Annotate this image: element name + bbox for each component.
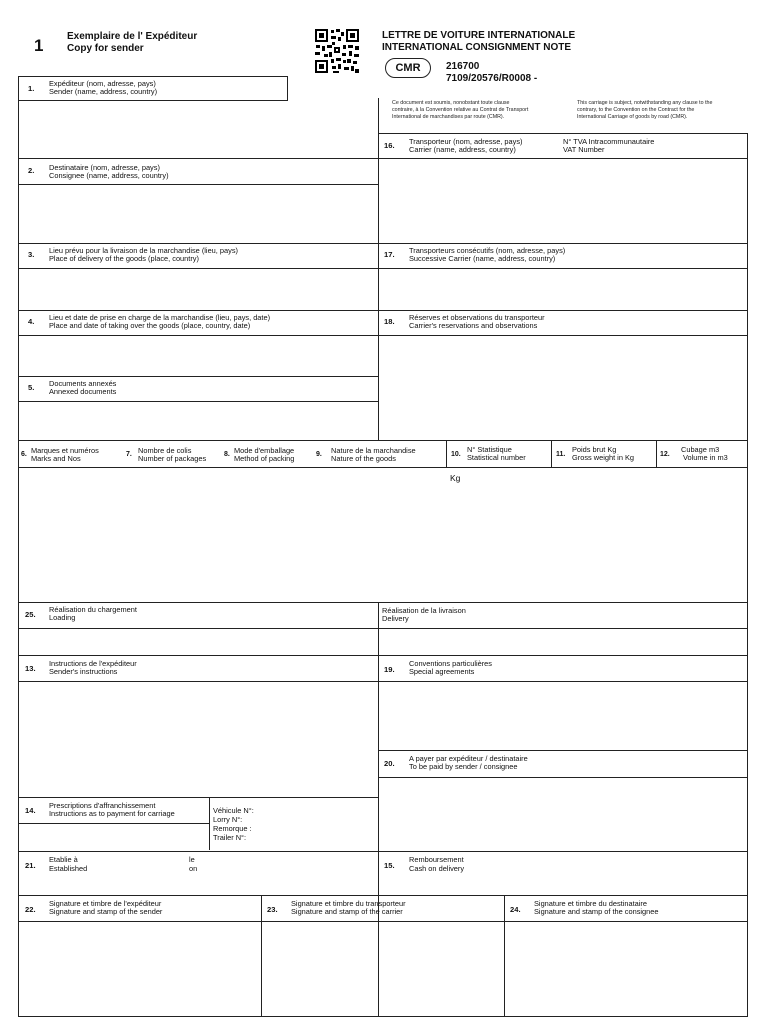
field-14-number: 14. [25,806,36,815]
field-2-number: 2. [28,166,35,175]
field-21-label-fr: Etablie à [49,855,78,864]
qr-code-icon [314,28,360,74]
carrier-reservations-field[interactable] [379,336,746,440]
convention-notice-en-3: International Carriage of goods by road (CMR). [577,114,688,120]
field-12-label-fr: Cubage m3 [681,445,720,454]
payment-instructions-field[interactable] [19,824,208,850]
field-18-number: 18. [384,317,395,326]
sender-field[interactable] [19,101,377,158]
title-fr: LETTRE DE VOITURE INTERNATIONALE [382,30,576,41]
field-21-label-en: Established [49,864,88,873]
carrier-field[interactable] [379,159,746,243]
vehicle-label-2: Lorry N°: [213,815,243,824]
field-7-label-en: Number of packages [138,454,207,463]
consignee-signature-field[interactable] [505,922,746,1015]
field-17-label-en: Successive Carrier (name, address, country) [409,254,556,263]
field-1-number: 1. [28,84,35,93]
field-10-label-fr: N° Statistique [467,445,512,454]
sender-signature-field[interactable] [19,922,260,1015]
field-2-label-fr: Destinataire (nom, adresse, pays) [49,163,160,172]
field-23-label-fr: Signature et timbre du transporteur [291,899,406,908]
field-14-label-fr: Prescriptions d'affranchissement [49,801,156,810]
delivery-label-fr: Réalisation de la livraison [382,606,466,615]
field-4-label-fr: Lieu et date de prise en charge de la marchandise (lieu, pays, date) [49,313,271,322]
field-11-label-fr: Poids brut Kg [572,445,617,454]
convention-notice-en-2: contrary, to the Convention on the Contract for the [577,107,695,113]
field-5-label-en: Annexed documents [49,387,117,396]
field-22-label-fr: Signature et timbre de l'expéditeur [49,899,162,908]
field-9-number: 9. [316,451,322,458]
cmr-badge-label: CMR [395,62,421,74]
field-9-label-fr: Nature de la marchandise [331,446,416,455]
loading-field[interactable] [19,629,377,655]
delivery-place-field[interactable] [19,269,377,309]
special-agreements-field[interactable] [379,682,746,749]
field-22-number: 22. [25,905,36,914]
cash-on-delivery-field[interactable] [480,854,744,892]
convention-notice-fr-2: contraire, à la Convention relative au Contrat de Transport [392,107,529,113]
field-21-on-label: on [189,864,198,873]
field-23-number: 23. [267,905,278,914]
field-12-number: 12. [660,451,670,458]
consignee-field[interactable] [19,185,377,242]
field-3-number: 3. [28,250,35,259]
field-22-label-en: Signature and stamp of the sender [49,907,163,916]
field-15-label-fr: Remboursement [409,855,464,864]
convention-notice-fr-3: International de marchandises par route (CMR). [392,114,505,120]
goods-unit-label: Kg [450,473,461,483]
field-3-label-en: Place of delivery of the goods (place, country) [49,254,199,263]
vehicle-label-3: Remorque : [213,824,252,833]
field-16-number: 16. [384,141,395,150]
vehicle-number-field[interactable] [262,803,376,847]
field-7-number: 7. [126,451,132,458]
field-16-label-en: Carrier (name, address, country) [409,145,516,154]
delivery-label-en: Delivery [382,614,409,623]
field-7-label-fr: Nombre de colis [138,446,192,455]
field-8-label-fr: Mode d'emballage [234,446,295,455]
field-11-number: 11. [556,451,566,458]
vat-label-fr: N° TVA Intracommunautaire [563,137,655,146]
vehicle-label-4: Trailer N°: [213,833,247,842]
field-9-label-en: Nature of the goods [331,454,396,463]
field-21-number: 21. [25,861,36,870]
field-15-label-en: Cash on delivery [409,864,465,873]
field-17-number: 17. [384,250,395,259]
field-24-label-fr: Signature et timbre du destinataire [534,899,647,908]
field-4-number: 4. [28,317,35,326]
field-25-label-fr: Réalisation du chargement [49,605,137,614]
established-date-field[interactable] [206,854,376,874]
reference-number: 7109/20576/R0008 - [446,73,538,84]
field-6-label-fr: Marques et numéros [31,446,99,455]
field-18-label-fr: Réserves et observations du transporteur [409,313,545,322]
field-13-number: 13. [25,664,36,673]
copy-label-en: Copy for sender [67,43,144,54]
successive-carrier-field[interactable] [379,269,746,309]
field-6-number: 6. [21,451,27,458]
field-23-label-en: Signature and stamp of the carrier [291,907,403,916]
field-8-label-en: Method of packing [234,454,295,463]
field-24-label-en: Signature and stamp of the consignee [534,907,659,916]
field-17-label-fr: Transporteurs consécutifs (nom, adresse, pays) [409,246,566,255]
field-18-label-en: Carrier's reservations and observations [409,321,538,330]
field-5-label-fr: Documents annexés [49,379,117,388]
field-1-label-en: Sender (name, address, country) [49,87,158,96]
copy-label-fr: Exemplaire de l' Expéditeur [67,31,198,42]
field-20-number: 20. [384,759,395,768]
established-place-field[interactable] [96,854,186,874]
field-13-label-en: Sender's instructions [49,667,118,676]
field-10-label-en: Statistical number [467,453,526,462]
field-12-label-en: Volume in m3 [683,453,728,462]
field-19-number: 19. [384,665,395,674]
cmr-badge [385,58,431,78]
field-10-number: 10. [451,451,461,458]
field-20-label-en: To be paid by sender / consignee [409,762,518,771]
field-15-number: 15. [384,861,395,870]
vehicle-label-1: Véhicule N°: [213,806,254,815]
field-24-number: 24. [510,905,521,914]
field-13-label-fr: Instructions de l'expéditeur [49,659,137,668]
annexed-documents-field[interactable] [19,402,377,440]
field-14-label-en: Instructions as to payment for carriage [49,809,175,818]
vat-label-en: VAT Number [563,145,605,154]
field-5-number: 5. [28,383,35,392]
field-20-label-fr: A payer par expéditeur / destinataire [409,754,528,763]
field-6-label-en: Marks and Nos [31,454,81,463]
document-number: 216700 [446,61,480,72]
to-be-paid-field[interactable] [379,778,746,851]
convention-notice-fr-1: Ce document est soumis, nonobstant toute clause [392,100,510,106]
field-11-label-en: Gross weight in Kg [572,453,635,462]
field-19-label-fr: Conventions particulières [409,659,492,668]
field-16-label-fr: Transporteur (nom, adresse, pays) [409,137,523,146]
field-25-number: 25. [25,610,36,619]
copy-number: 1 [34,36,44,55]
field-2-label-en: Consignee (name, address, country) [49,171,169,180]
field-8-number: 8. [224,451,230,458]
field-21-le-label: le [189,855,195,864]
convention-notice-en-1: This carriage is subject, notwithstanding any clause to the [577,100,713,106]
carrier-signature-field[interactable] [262,922,503,1015]
field-25-label-en: Loading [49,613,76,622]
sender-instructions-field[interactable] [19,682,377,796]
goods-description-field[interactable] [19,468,747,602]
field-19-label-en: Special agreements [409,667,475,676]
delivery-field[interactable] [379,629,746,655]
field-4-label-en: Place and date of taking over the goods (place, country, date) [49,321,251,330]
field-3-label-fr: Lieu prévu pour la livraison de la marchandise (lieu, pays) [49,246,238,255]
field-1-label-fr: Expéditeur (nom, adresse, pays) [49,79,156,88]
title-en: INTERNATIONAL CONSIGNMENT NOTE [382,42,572,53]
taking-over-field[interactable] [19,336,377,376]
